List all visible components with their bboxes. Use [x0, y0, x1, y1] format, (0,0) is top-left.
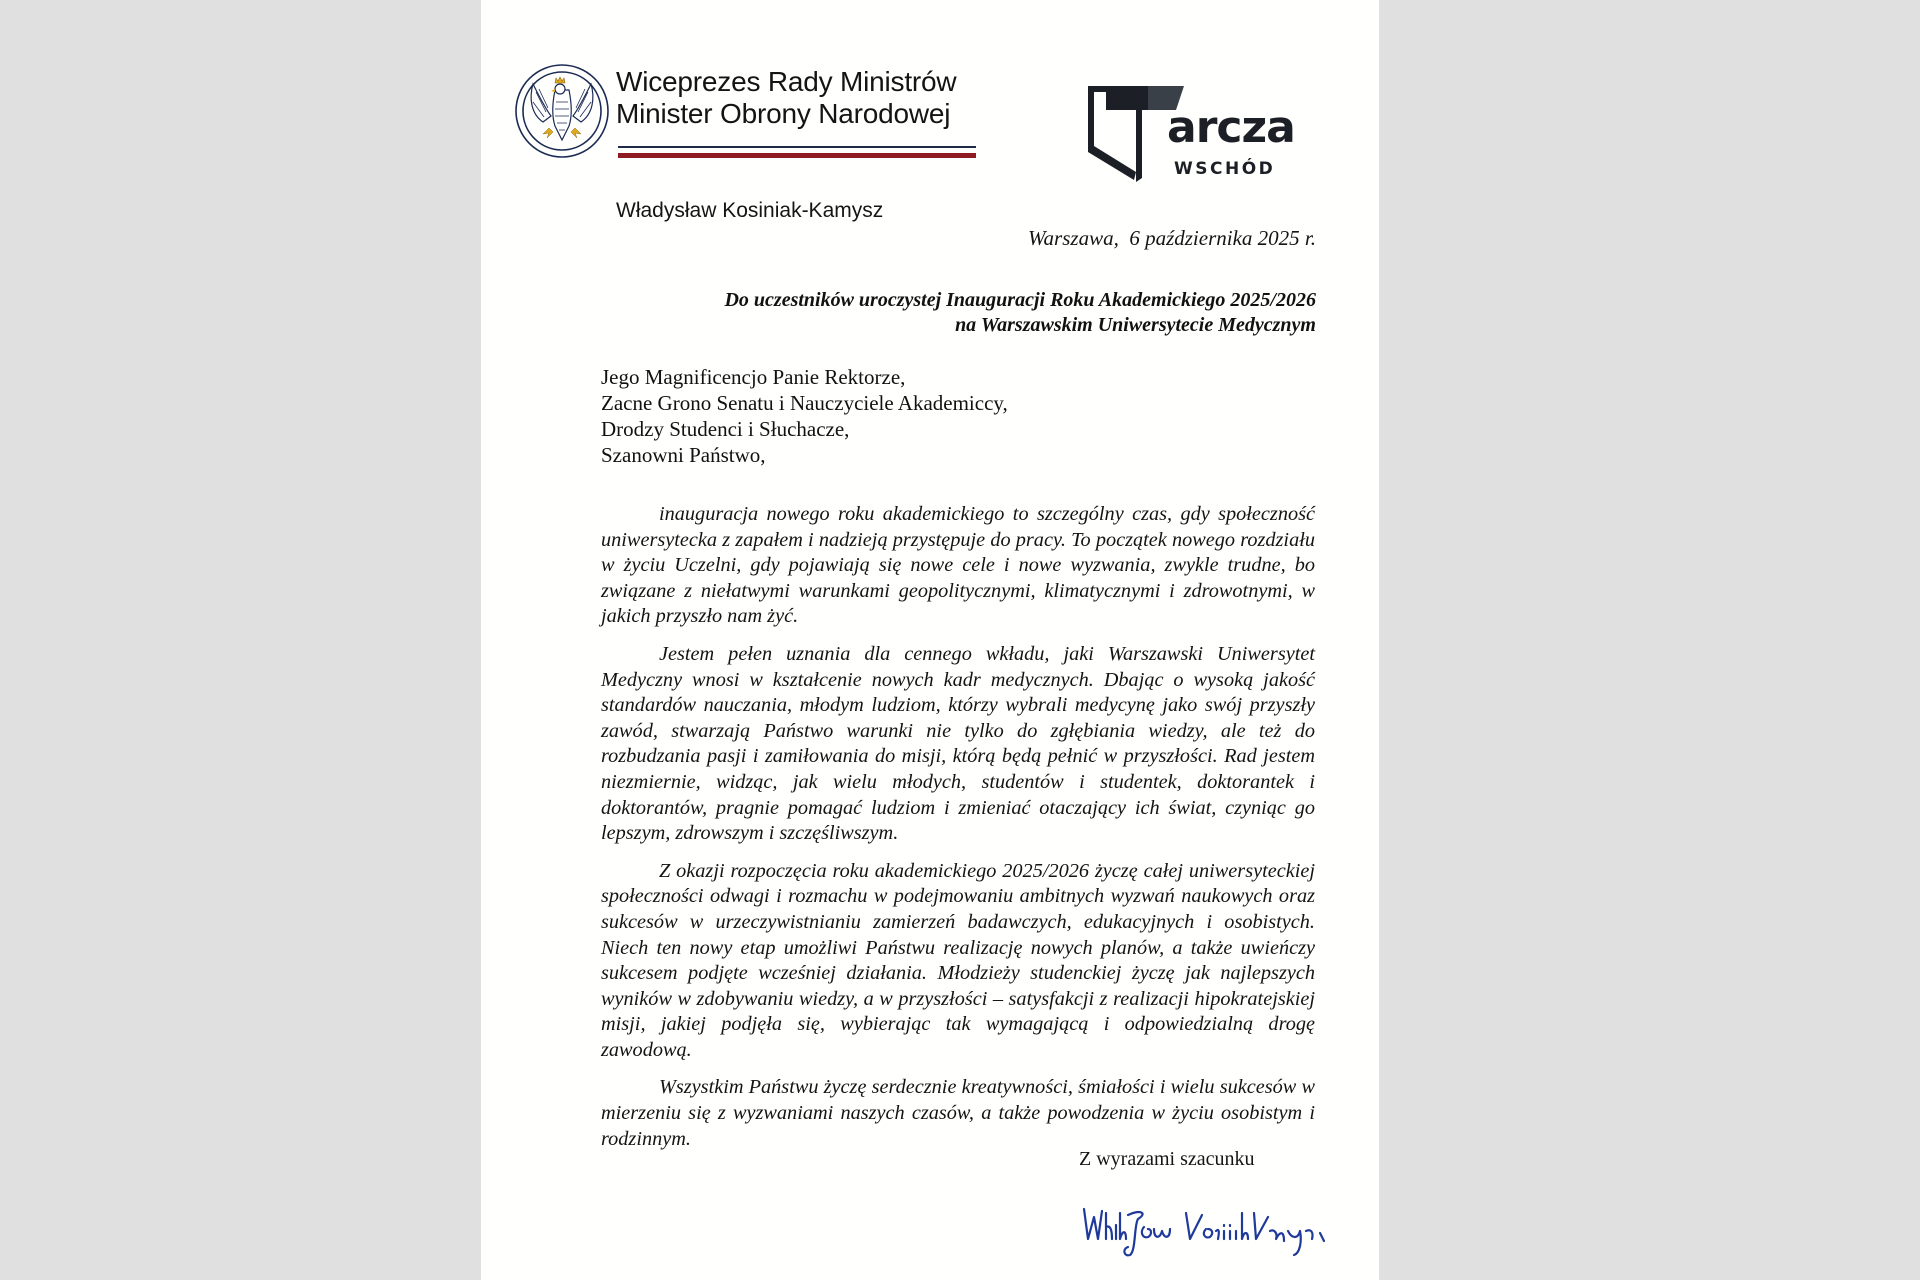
body-paragraph: Wszystkim Państwu życzę serdecznie kreatywności, śmiałości i wielu sukcesów w mierzeniu się z wyzwaniami naszych czasów, a także powodzenia w życiu osobistym i rodzinnym. [601, 1076, 1315, 1150]
letter-date: Warszawa, 6 października 2025 r. [1027, 226, 1316, 250]
letterhead-title-line2: Minister Obrony Narodowej [616, 98, 951, 129]
letterhead-rule-navy [618, 146, 976, 148]
author-name: Władysław Kosiniak-Kamysz [616, 199, 884, 222]
letterhead-title [616, 66, 956, 130]
polish-eagle-emblem-icon [513, 62, 611, 160]
salutation-line: Zacne Grono Senatu i Nauczyciele Akademiccy, [601, 391, 1008, 415]
salutation-line: Drodzy Studenci i Słuchacze, [601, 417, 850, 441]
tarcza-logo-subtitle: WSCHÓD [1174, 159, 1276, 179]
addressee-line2: na Warszawskim Uniwersytecie Medycznym [955, 314, 1316, 336]
body-paragraph: Jestem pełen uznania dla cennego wkładu, jaki Warszawski Uniwersytet Medyczny wnosi w kształcenie nowych kadr medycznych. Dbając o wysoką jakość standardów nauczania, młodym ludziom, którzy wybrali medycynę jako swój przyszły zawód, stwarzają Państwo warunki nie tylko do zgłębiania wiedzy, ale też do rozbudzania pasji i zamiłowania do misji, którą będą pełnić w przyszłości. Rad jestem niezmiernie, widząc, jak wielu młodych, studentów i studentek, doktorantek i doktorantów, pragnie pomagać ludziom i zmieniać otaczający ich świat, czyniąc go lepszym, zdrowszym i szczęśliwszym. [601, 642, 1315, 845]
body-paragraph: Z okazji rozpoczęcia roku akademickiego 2025/2026 życzę całej uniwersyteckiej społeczności odwagi i rozmachu w podejmowaniu ambitnych wyzwań naukowych oraz sukcesów w urzeczywistnianiu zamierzeń badawczych, edukacyjnych i osobistych. Niech ten nowy etap umożliwi Państwu realizację nowych planów, a także uwieńczy sukcesem podjęte wcześniej działania. Młodzieży studenckiej życzę jak najlepszych wyników w zdobywaniu wiedzy, a w przyszłości – satysfakcji z realizacji hipokratejskiej misji, jakiej podjęła się, wybierając tak wymagającą i odpowiedzialną drogę zawodową. [601, 859, 1315, 1061]
letter-addressee [724, 288, 1316, 338]
salutation-line: Szanowni Państwo, [601, 443, 766, 467]
letter-body [601, 502, 1315, 1164]
letterhead-rule-red [618, 153, 976, 158]
closing-phrase: Z wyrazami szacunku [1079, 1148, 1255, 1170]
handwritten-signature [1078, 1195, 1338, 1265]
salutation-block [601, 364, 1008, 468]
addressee-line1: Do uczestników uroczystej Inauguracji Roku Akademickiego 2025/2026 [724, 289, 1316, 311]
letterhead-title-line1: Wiceprezes Rady Ministrów [616, 66, 957, 97]
body-paragraph: inauguracja nowego roku akademickiego to szczególny czas, gdy społeczność uniwersytecka z zapałem i nadzieją przystępuje do pracy. To początek nowego rozdziału w życiu Uczelni, gdy pojawiają się nowe cele i nowe wyzwania, zwykle trudne, bo związane z niełatwymi warunkami geopolitycznymi, klimatycznymi i zdrowotnymi, w jakich przyszło nam żyć. [601, 503, 1315, 628]
salutation-line: Jego Magnificencjo Panie Rektorze, [601, 365, 906, 389]
tarcza-logo-word: arcza [1167, 102, 1295, 153]
